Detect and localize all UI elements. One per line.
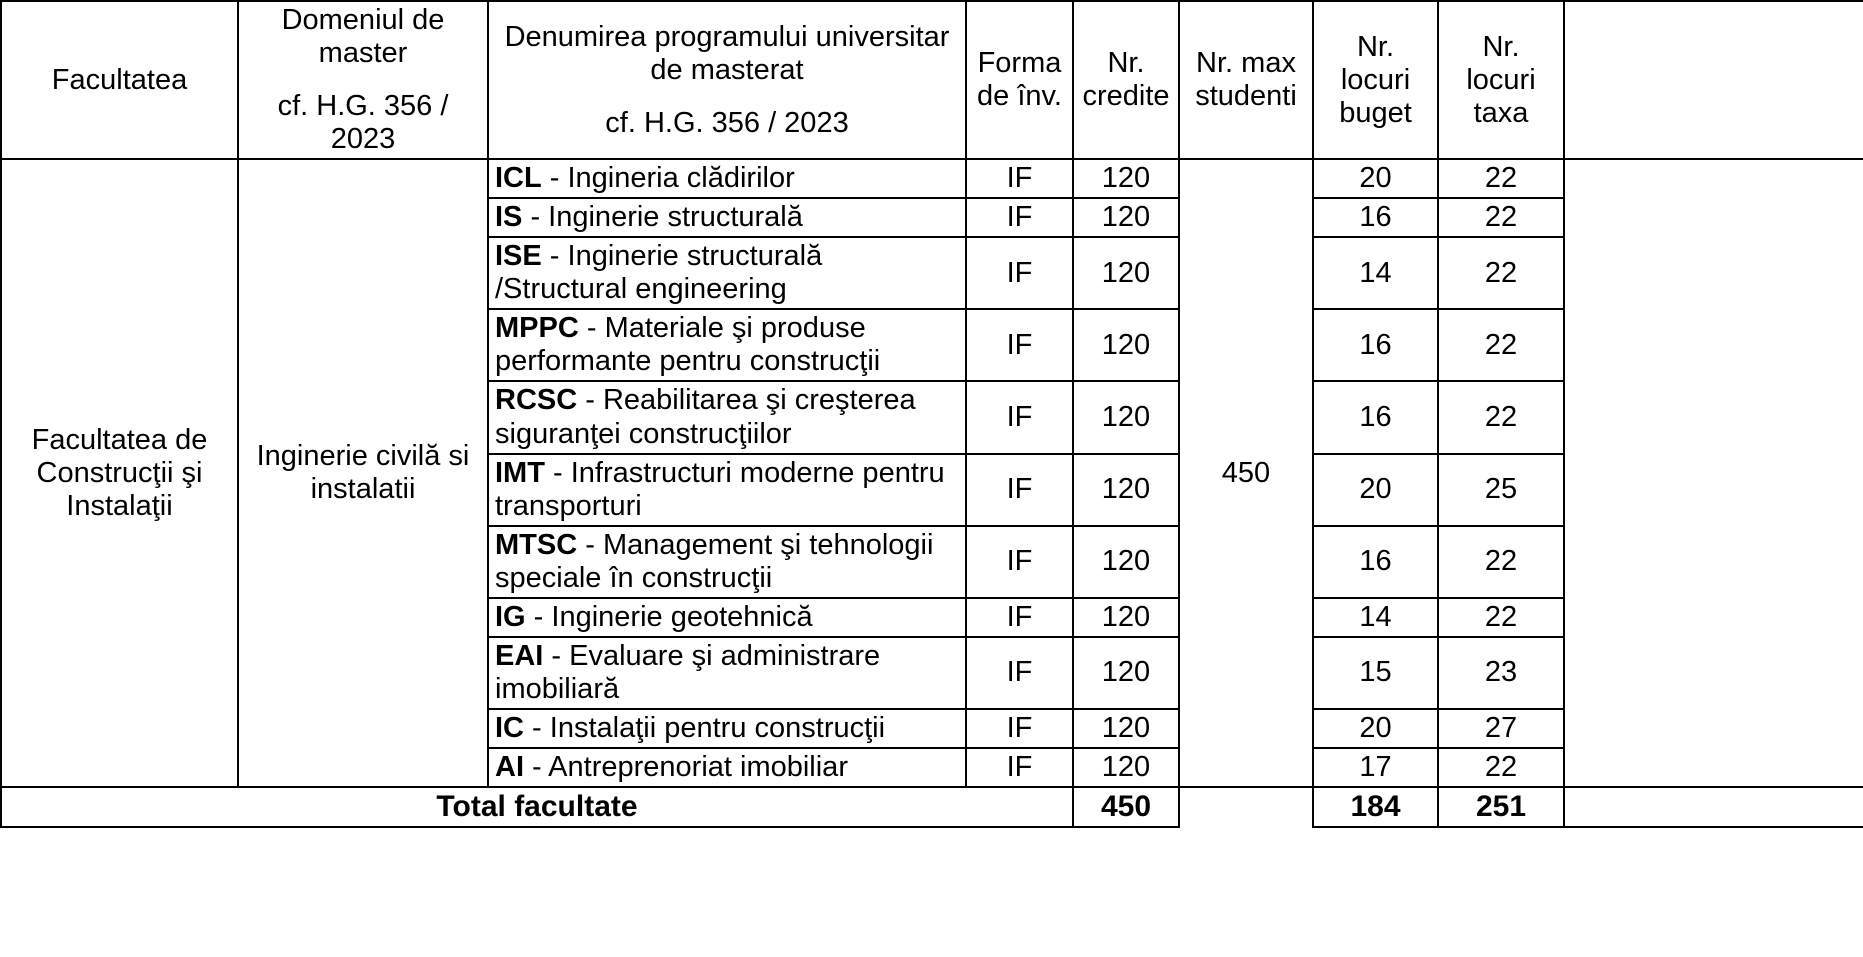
locuri-buget-cell: 14 <box>1313 598 1438 637</box>
header-program-sub: cf. H.G. 356 / 2023 <box>605 106 849 139</box>
program-name-cell <box>488 709 966 748</box>
header-locuri-taxa <box>1438 1 1564 159</box>
program-name-cell <box>488 309 966 381</box>
total-locuri-taxa-cell: 251 <box>1438 787 1564 827</box>
program-title: - Ingineria clădirilor <box>541 162 795 195</box>
domain-name-cell: Inginerie civilă si instalatii <box>238 159 488 787</box>
credite-cell: 120 <box>1073 309 1179 381</box>
header-locuri-buget-label: Nr. locuri buget <box>1339 30 1412 129</box>
total-label-cell: Total facultate <box>1 787 1073 827</box>
forma-cell: IF <box>966 159 1073 198</box>
program-name-cell <box>488 454 966 526</box>
credite-cell: 120 <box>1073 598 1179 637</box>
program-title: - Management şi tehnologii speciale în construcţii <box>495 528 934 594</box>
locuri-taxa-cell: 25 <box>1438 454 1564 526</box>
locuri-taxa-cell: 27 <box>1438 709 1564 748</box>
program-code: ISE <box>495 240 542 273</box>
program-name-cell <box>488 198 966 237</box>
forma-cell: IF <box>966 198 1073 237</box>
locuri-taxa-cell: 22 <box>1438 748 1564 787</box>
credite-cell: 120 <box>1073 159 1179 198</box>
program-code: IC <box>495 711 524 744</box>
program-code: IS <box>495 201 523 234</box>
program-name-cell <box>488 159 966 198</box>
header-forma-label: Forma de înv. <box>977 47 1062 113</box>
locuri-taxa-cell: 22 <box>1438 598 1564 637</box>
credite-cell: 120 <box>1073 454 1179 526</box>
program-title: - Instalaţii pentru construcţii <box>524 711 886 744</box>
credite-cell: 120 <box>1073 709 1179 748</box>
program-code: RCSC <box>495 384 578 417</box>
locuri-buget-cell: 16 <box>1313 309 1438 381</box>
locuri-buget-cell: 15 <box>1313 637 1438 709</box>
table-body <box>1 159 1863 827</box>
program-code: AI <box>495 750 524 783</box>
forma-cell: IF <box>966 709 1073 748</box>
header-domeniu <box>238 1 488 159</box>
forma-cell: IF <box>966 237 1073 309</box>
program-code: MTSC <box>495 528 578 561</box>
locuri-buget-cell: 20 <box>1313 709 1438 748</box>
locuri-taxa-cell: 22 <box>1438 198 1564 237</box>
header-facultatea <box>1 1 238 159</box>
header-forma <box>966 1 1073 159</box>
credite-cell: 120 <box>1073 381 1179 453</box>
locuri-taxa-cell: 23 <box>1438 637 1564 709</box>
table-row <box>1 159 1863 198</box>
program-code: ICL <box>495 162 542 195</box>
credite-cell: 120 <box>1073 637 1179 709</box>
locuri-buget-cell: 14 <box>1313 237 1438 309</box>
program-name-cell <box>488 637 966 709</box>
total-max-studenti-cell: 450 <box>1073 787 1179 827</box>
credite-cell: 120 <box>1073 526 1179 598</box>
program-title: - Infrastructuri moderne pentru transporturi <box>495 456 945 522</box>
program-code: IG <box>495 600 526 633</box>
program-name-cell <box>488 748 966 787</box>
forma-cell: IF <box>966 748 1073 787</box>
header-max-studenti-label: Nr. max studenti <box>1195 47 1297 113</box>
forma-cell: IF <box>966 309 1073 381</box>
header-locuri-buget <box>1313 1 1438 159</box>
forma-cell: IF <box>966 454 1073 526</box>
program-code: MPPC <box>495 312 579 345</box>
header-locuri-taxa-label: Nr. locuri taxa <box>1466 30 1536 129</box>
program-name-cell <box>488 598 966 637</box>
header-domeniu-main: Domeniul de master <box>281 4 445 70</box>
faculty-name-cell: Facultatea de Construcţii şi Instalaţii <box>1 159 238 787</box>
locuri-buget-cell: 16 <box>1313 198 1438 237</box>
forma-cell: IF <box>966 637 1073 709</box>
program-title: - Inginerie structurală <box>522 201 803 234</box>
credite-cell: 120 <box>1073 198 1179 237</box>
locuri-buget-cell: 20 <box>1313 454 1438 526</box>
header-credite-label: Nr. credite <box>1082 47 1170 113</box>
header-program-main: Denumirea programului universitar de masterat <box>504 20 950 86</box>
forma-cell: IF <box>966 526 1073 598</box>
locuri-taxa-cell: 22 <box>1438 381 1564 453</box>
locuri-buget-cell: 16 <box>1313 381 1438 453</box>
program-code: EAI <box>495 639 544 672</box>
program-title: - Inginerie geotehnică <box>525 600 813 633</box>
program-title: - Reabilitarea şi creşterea siguranţei construcţiilor <box>495 384 916 450</box>
locuri-taxa-cell: 22 <box>1438 237 1564 309</box>
locuri-taxa-cell: 22 <box>1438 526 1564 598</box>
header-facultatea-label: Facultatea <box>51 63 188 96</box>
header-tail-spacer <box>1564 1 1863 159</box>
program-title: - Materiale şi produse performante pentru construcţii <box>495 312 881 378</box>
locuri-taxa-cell: 22 <box>1438 309 1564 381</box>
program-title: - Evaluare şi administrare imobiliară <box>495 639 881 705</box>
header-credite <box>1073 1 1179 159</box>
header-program <box>488 1 966 159</box>
forma-cell: IF <box>966 381 1073 453</box>
row-tail-spacer <box>1564 159 1863 787</box>
header-domeniu-sub: cf. H.G. 356 / 2023 <box>277 90 449 156</box>
credite-cell: 120 <box>1073 748 1179 787</box>
total-spacer-cell <box>1179 787 1313 827</box>
header-max-studenti <box>1179 1 1313 159</box>
header-row <box>1 1 1863 159</box>
program-name-cell <box>488 237 966 309</box>
forma-cell: IF <box>966 598 1073 637</box>
locuri-buget-cell: 16 <box>1313 526 1438 598</box>
program-code: IMT <box>495 456 545 489</box>
total-row <box>1 787 1863 827</box>
locuri-taxa-cell: 22 <box>1438 159 1564 198</box>
locuri-buget-cell: 20 <box>1313 159 1438 198</box>
credite-cell: 120 <box>1073 237 1179 309</box>
program-title: - Antreprenoriat imobiliar <box>524 750 848 783</box>
total-locuri-buget-cell: 184 <box>1313 787 1438 827</box>
max-studenti-cell: 450 <box>1179 159 1313 787</box>
table-header <box>1 1 1863 159</box>
program-title: - Inginerie structurală /Structural engineering <box>495 240 823 306</box>
locuri-buget-cell: 17 <box>1313 748 1438 787</box>
program-name-cell <box>488 526 966 598</box>
total-tail-spacer <box>1564 787 1863 827</box>
program-name-cell <box>488 381 966 453</box>
